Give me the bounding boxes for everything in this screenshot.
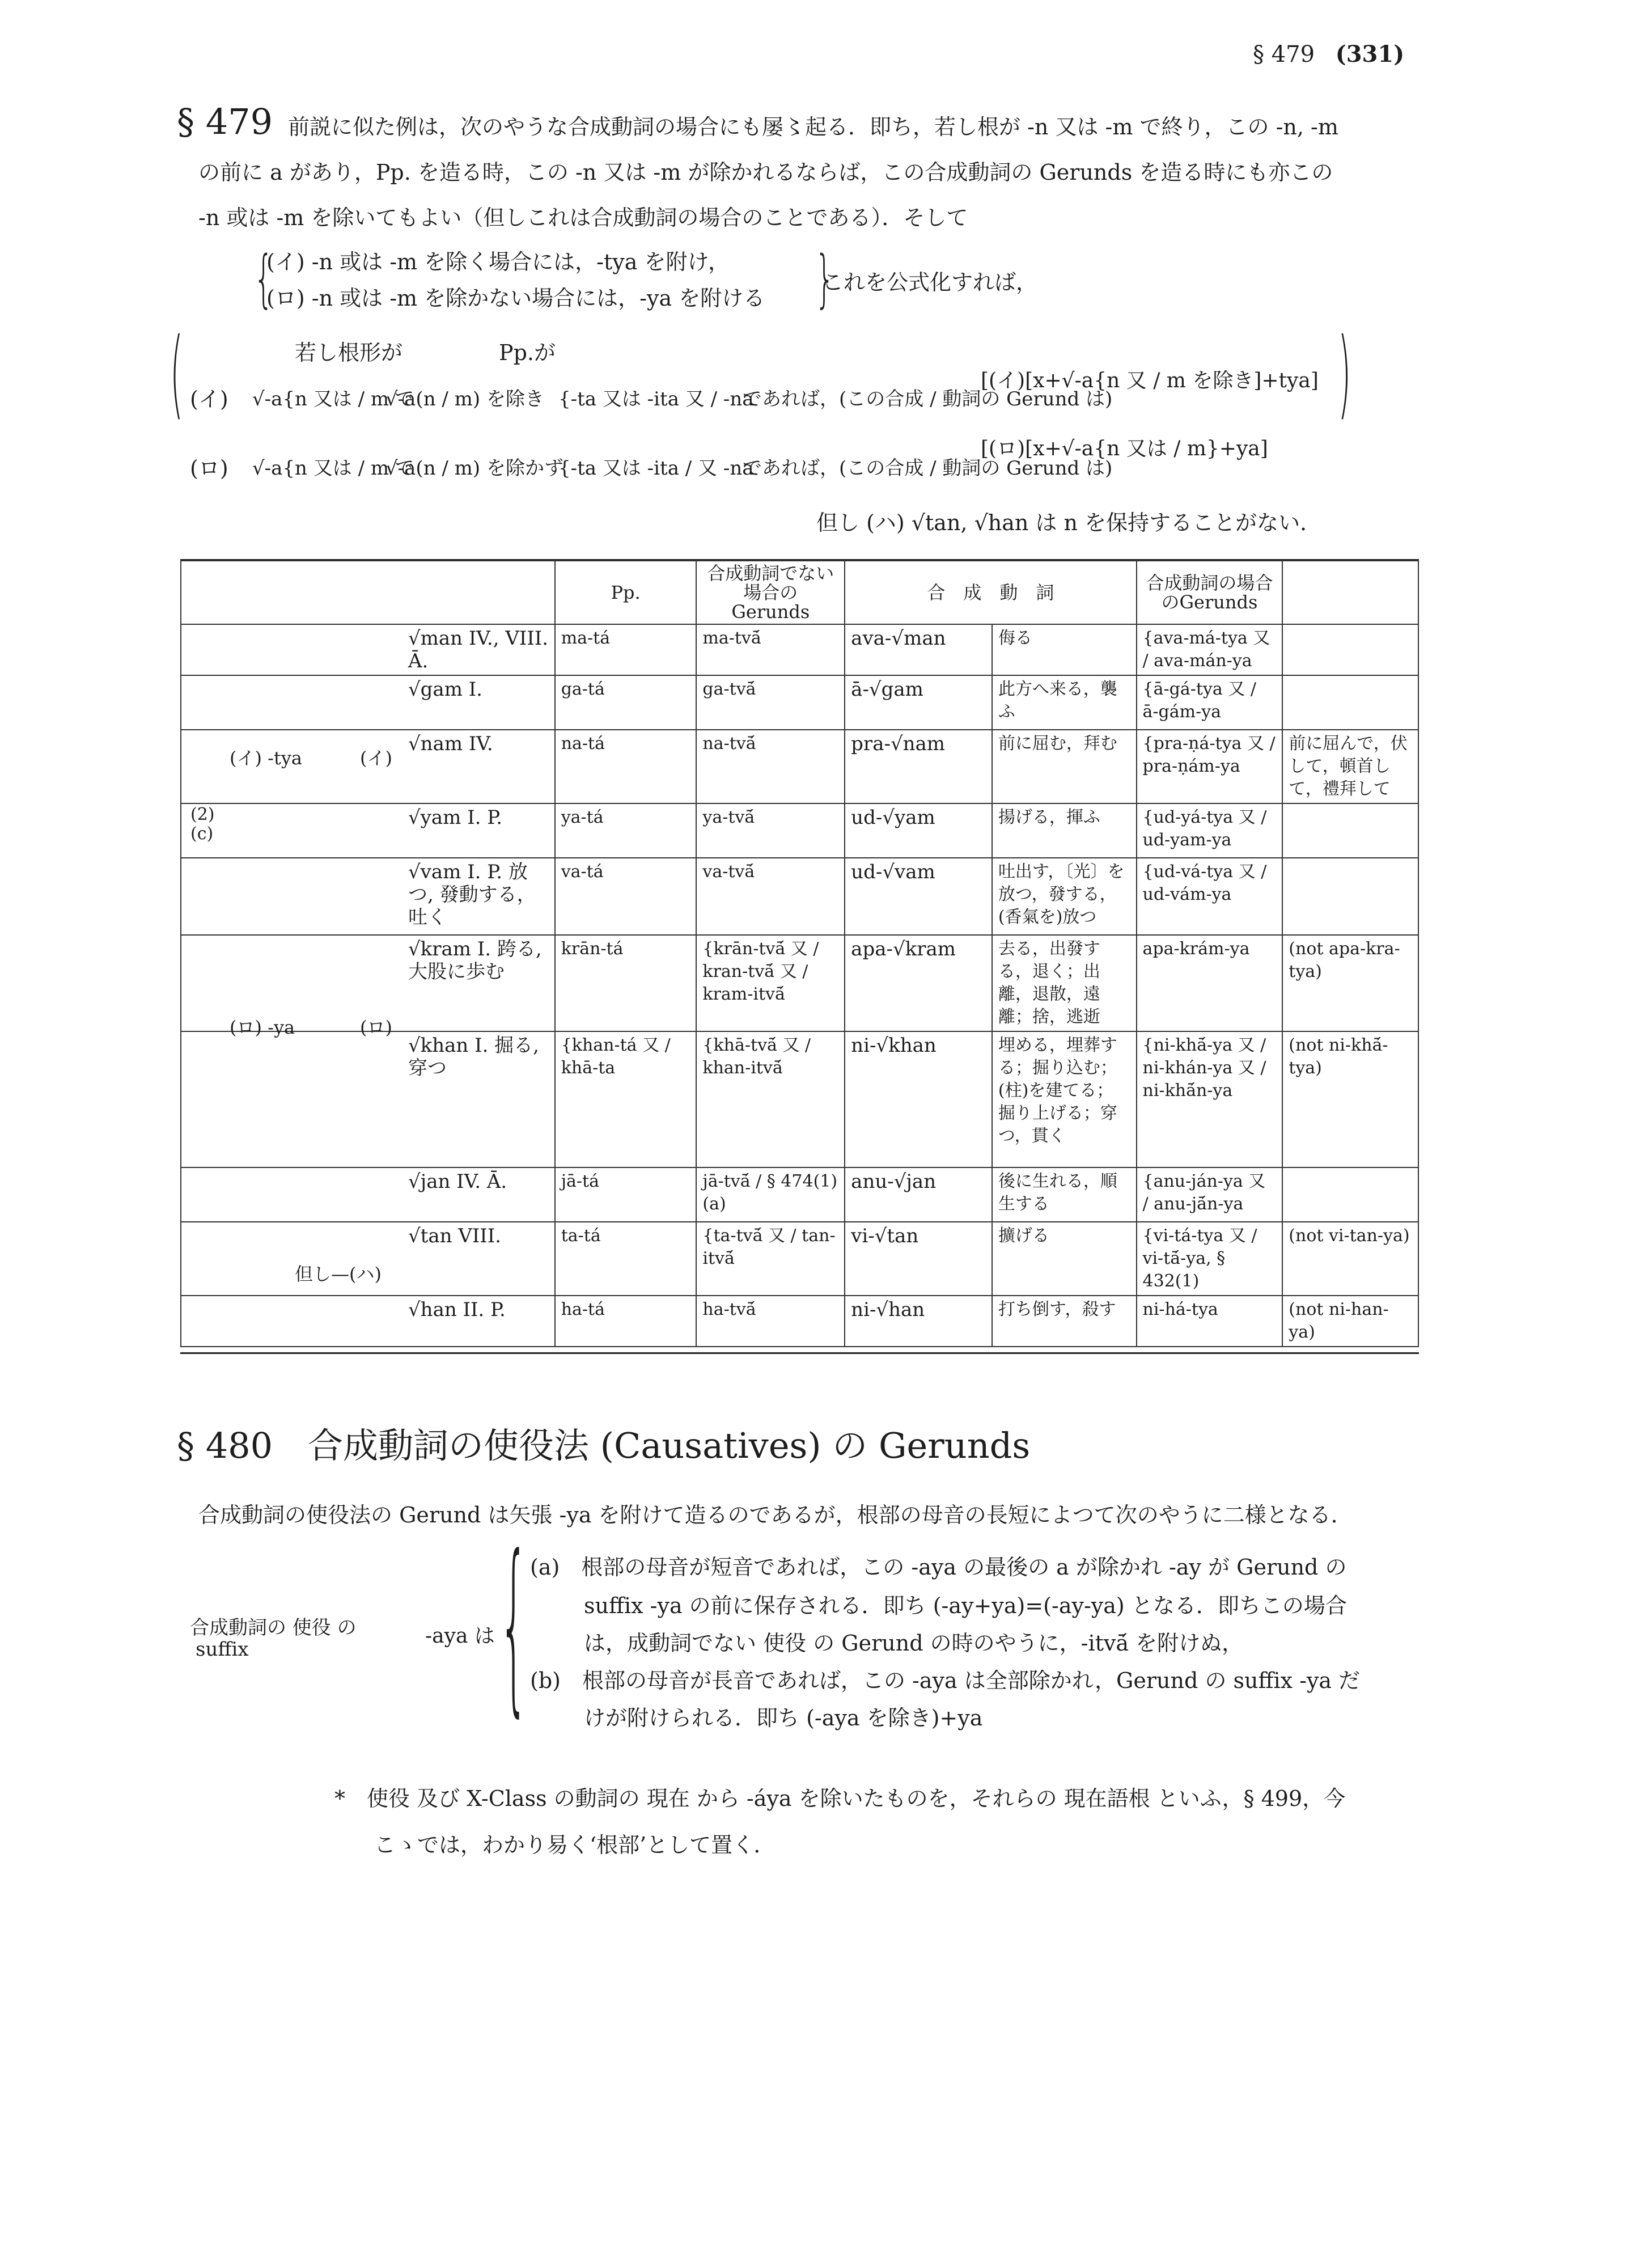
s479-line-1: 前説に似た例は，次のやうな合成動詞の場合にも屡〻起る．即ち，若し根が -n 又は -m で終り，この -n, -m xyxy=(288,115,1338,139)
s480-left-b: suffix xyxy=(196,1638,249,1661)
table-cell-ger: ya-tvā́ xyxy=(696,803,845,858)
s480-intro: 合成動詞の使役法の Gerund は矢張 -ya を附けて造るのであるが，根部の母音の長短によつて次のやうに二様となる． xyxy=(198,1503,1353,1527)
table-cell-pp: ga-tá xyxy=(555,675,697,730)
cases-brace-right: } xyxy=(815,242,835,315)
table-cell-note xyxy=(1282,1167,1418,1222)
table-cell-ger: ha-tvā́ xyxy=(696,1296,845,1347)
formula-row-i-label: (イ) xyxy=(190,387,228,412)
table-cell-note: (not ni-khā́-tya) xyxy=(1282,1031,1418,1167)
table-cell-cger: ni-há-tya xyxy=(1137,1296,1283,1347)
table-cell-pp: {khan-tá 又 / khā-ta xyxy=(555,1031,697,1167)
group-i-label: (イ) -tya xyxy=(230,747,302,769)
table-cell-ger: na-tvā́ xyxy=(696,730,845,803)
s480-item-2: suffix -ya の前に保存される．即ち (-ay+ya)=(-ay-ya) となる．即ちこの場合 xyxy=(584,1593,1347,1618)
table-cell-note xyxy=(1282,803,1418,858)
cases-brace-left: { xyxy=(253,242,274,315)
table-cell-cger: apa-krám-ya xyxy=(1137,935,1283,1031)
header-section: § 479 xyxy=(1253,41,1315,67)
table-cell-comp: anu-√jan xyxy=(845,1167,992,1222)
table-cell-root: √tan VIII. xyxy=(181,1222,555,1296)
group-ro-inner-label: (ロ) xyxy=(360,1017,392,1038)
table-cell-mean: 揚げる，揮ふ xyxy=(992,803,1137,858)
group-ha-label: 但し—(ハ) xyxy=(295,1263,382,1285)
formula-row-ro-result: [(ロ)[x+√-a{n 又は / m}+ya] xyxy=(981,437,1268,460)
table-cell-note xyxy=(1282,675,1418,730)
section-479-title: § 479 xyxy=(177,101,273,142)
table-cell-ger: {khā-tvā́ 又 / khan-itvā́ xyxy=(696,1031,845,1167)
table-cell-comp: ava-√man xyxy=(845,624,992,675)
table-cell-ger: jā-tvā́ / § 474(1)(a) xyxy=(696,1167,845,1222)
table-header-row xyxy=(181,561,1418,624)
header-page-number: (331) xyxy=(1335,41,1405,67)
table-cell-comp: apa-√kram xyxy=(845,935,992,1031)
table-cell-root: √vam I. P. 放つ, 發動する，吐く xyxy=(181,858,555,935)
s480-left-a: 合成動詞の 使役 の xyxy=(190,1617,357,1639)
header-note xyxy=(1282,561,1418,624)
footnote-line-1: * 使役 及び X-Class の動詞の 現在 から -áya を除いたものを，それらの 現在語根 といふ，§ 499，今 xyxy=(334,1786,1346,1811)
table-cell-root: √yam I. P. xyxy=(181,803,555,858)
table-cell-mean: 埋める，埋葬する；掘り込む；(柱)を建てる；掘り上げる；穿つ，貫く xyxy=(992,1031,1137,1167)
table-cell-note xyxy=(1282,858,1418,935)
table-cell-note: (not ni-han-ya) xyxy=(1282,1296,1418,1347)
table-cell-mean: 侮る xyxy=(992,624,1137,675)
table-cell-comp: ud-√yam xyxy=(845,803,992,858)
table-row xyxy=(181,624,1418,675)
table-cell-pp: va-tá xyxy=(555,858,697,935)
table-row xyxy=(181,675,1418,730)
formula-row-i-root: √-a{n 又は / m で xyxy=(252,388,414,411)
table-cell-pp: jā-tá xyxy=(555,1167,697,1222)
table-cell-pp: ma-tá xyxy=(555,624,697,675)
s479-line-2: の前に a があり，Pp. を造る時，この -n 又は -m が除かれるならば，この合成動詞の Gerunds を造る時にも亦この xyxy=(198,160,1333,185)
table-cell-pp: krān-tá xyxy=(555,935,697,1031)
header-root xyxy=(181,561,555,624)
formula-row-i-pp: √-a(n / m) を除き xyxy=(385,388,544,411)
table-cell-root: √khan I. 掘る, 穿つ xyxy=(181,1031,555,1167)
table-cell-mean: 前に屈む，拜む xyxy=(992,730,1137,803)
table-cell-ger: va-tvā́ xyxy=(696,858,845,935)
table-row xyxy=(181,858,1418,935)
table-cell-pp: ta-tá xyxy=(555,1222,697,1296)
table-cell-note xyxy=(1282,624,1418,675)
formula-row-ro-then: であれば，(この合成 / 動詞の Gerund は) xyxy=(743,457,1113,480)
s480-left-c: -aya は xyxy=(425,1624,495,1648)
formula-row-ro-root: √-a{n 又は / m で xyxy=(252,457,414,480)
table-cell-mean: 後に生れる，順生する xyxy=(992,1167,1137,1222)
table-row xyxy=(181,1167,1418,1222)
table-cell-ger: {ta-tvā́ 又 / tan-itvā́ xyxy=(696,1222,845,1296)
table-cell-root: √han II. P. xyxy=(181,1296,555,1347)
table-cell-cger: {vi-tá-tya 又 / vi-tā́-ya, § 432(1) xyxy=(1137,1222,1283,1296)
formula-row-ro-label: (ロ) xyxy=(190,456,228,481)
table-cell-root: √kram I. 跨る, 大股に歩む xyxy=(181,935,555,1031)
group-i-inner-label: (イ) xyxy=(360,747,392,769)
header-pp: Pp. xyxy=(555,561,697,624)
group-outer-label: (2)(c) xyxy=(190,805,215,844)
proviso: 但し (ハ) √tan, √han は n を保持することがない． xyxy=(816,510,1322,535)
table-cell-mean: 打ち倒す，殺す xyxy=(992,1296,1137,1347)
case-i: (イ) -n 或は -m を除く場合には，-tya を附け， xyxy=(266,249,730,274)
table-cell-comp: vi-√tan xyxy=(845,1222,992,1296)
group-ro-label: (ロ) -ya xyxy=(230,1017,295,1038)
table-cell-cger: {ā-gá-tya 又 / ā-gám-ya xyxy=(1137,675,1283,730)
table-cell-comp: ā-√gam xyxy=(845,675,992,730)
table-cell-cger: {anu-ján-ya 又 / anu-jā́n-ya xyxy=(1137,1167,1283,1222)
s480-item-3: は，成動詞でない 使役 の Gerund の時のやうに，-itvā́ を附けぬ， xyxy=(584,1631,1244,1656)
table-cell-comp: pra-√nam xyxy=(845,730,992,803)
header-compound-verb: 合 成 動 詞 xyxy=(845,561,1136,624)
table-cell-pp: ya-tá xyxy=(555,803,697,858)
table-cell-comp: ni-√han xyxy=(845,1296,992,1347)
header-compound-gerunds: 合成動詞の場合のGerunds xyxy=(1137,561,1283,624)
table-cell-ger: {krān-tvā́ 又 / kran-tvā́ 又 / kram-itvā́ xyxy=(696,935,845,1031)
table-cell-pp: na-tá xyxy=(555,730,697,803)
table-cell-comp: ud-√vam xyxy=(845,858,992,935)
table-cell-mean: 去る，出發する，退く；出離，退散，遠離；捨，逃逝 xyxy=(992,935,1137,1031)
formula-row-i-result: [(イ)[x+√-a{n 又 / m を除き]+tya] xyxy=(981,369,1319,392)
table-cell-cger: {ud-vá-tya 又 / ud-vám-ya xyxy=(1137,858,1283,935)
formula-head-a: 若し根形が xyxy=(295,340,403,365)
cases-tail: これを公式化すれば， xyxy=(822,270,1038,295)
s480-item-4: (b) 根部の母音が長音であれば，この -aya は全部除かれ，Gerund の suffix -ya だ xyxy=(530,1668,1361,1693)
section-480-title: § 480 合成動詞の使役法 (Causatives) の Gerunds xyxy=(177,1425,1031,1466)
table-row xyxy=(181,1031,1418,1167)
formula-row-i-then: であれば，(この合成 / 動詞の Gerund は) xyxy=(743,388,1113,411)
table-row xyxy=(181,803,1418,858)
table-cell-ger: ga-tvā́ xyxy=(696,675,845,730)
table-cell-pp: ha-tá xyxy=(555,1296,697,1347)
table-cell-cger: {ud-yá-tya 又 / ud-yam-ya xyxy=(1137,803,1283,858)
table-cell-note: (not vi-tan-ya) xyxy=(1282,1222,1418,1296)
table-bottom-rule xyxy=(180,1352,1419,1354)
table-cell-root: √gam I. xyxy=(181,675,555,730)
table-cell-cger: {ni-khā́-ya 又 / ni-khán-ya 又 / ni-khā́n-ya xyxy=(1137,1031,1283,1167)
formula-brace-left: ( xyxy=(170,318,184,430)
table-cell-note: (not apa-kra-tya) xyxy=(1282,935,1418,1031)
table-cell-root: √man IV., VIII. Ā. xyxy=(181,624,555,675)
s480-brace: { xyxy=(499,1516,529,1733)
table-cell-mean: 此方へ来る，襲ふ xyxy=(992,675,1137,730)
formula-head-b: Pp.が xyxy=(499,340,556,365)
table-cell-mean: 擴げる xyxy=(992,1222,1137,1296)
table-row xyxy=(181,1296,1418,1347)
table-cell-root: √jan IV. Ā. xyxy=(181,1167,555,1222)
formula-row-ro-suffix: {-ta 又は -ita / 又 -na xyxy=(558,457,754,480)
table-cell-root: √nam IV. xyxy=(181,730,555,803)
formula-row-ro-pp: √-a(n / m) を除かず xyxy=(385,457,563,480)
header-simple-gerunds: 合成動詞でない場合の Gerunds xyxy=(696,561,845,624)
table-cell-cger: {pra-ṇá-tya 又 / pra-ṇám-ya xyxy=(1137,730,1283,803)
table-cell-comp: ni-√khan xyxy=(845,1031,992,1167)
footnote-line-2: こゝでは，わかり易く‘根部’として置く． xyxy=(374,1833,776,1857)
table-cell-mean: 吐出す，〔光〕を放つ，發する，(香氣を)放つ xyxy=(992,858,1137,935)
case-ro: (ロ) -n 或は -m を除かない場合には，-ya を附ける xyxy=(266,286,765,311)
table-cell-ger: ma-tvā́ xyxy=(696,624,845,675)
formula-row-i-suffix: {-ta 又は -ita 又 / -na xyxy=(558,388,754,411)
table-cell-note: 前に屈んで，伏して，頓首して，禮拜して xyxy=(1282,730,1418,803)
s480-item-1: (a) 根部の母音が短音であれば，この -aya の最後の a が除かれ -ay が Gerund の xyxy=(530,1555,1347,1580)
s480-item-5: けが附けられる．即ち (-aya を除き)+ya xyxy=(584,1706,983,1730)
gerund-table xyxy=(180,560,1419,1347)
table-cell-cger: {ava-má-tya 又 / ava-mán-ya xyxy=(1137,624,1283,675)
s479-line-3: -n 或は -m を除いてもよい（但しこれは合成動詞の場合のことである）．そして xyxy=(198,205,968,230)
page-header xyxy=(1253,41,1404,67)
formula-brace-right: ) xyxy=(1338,318,1351,430)
